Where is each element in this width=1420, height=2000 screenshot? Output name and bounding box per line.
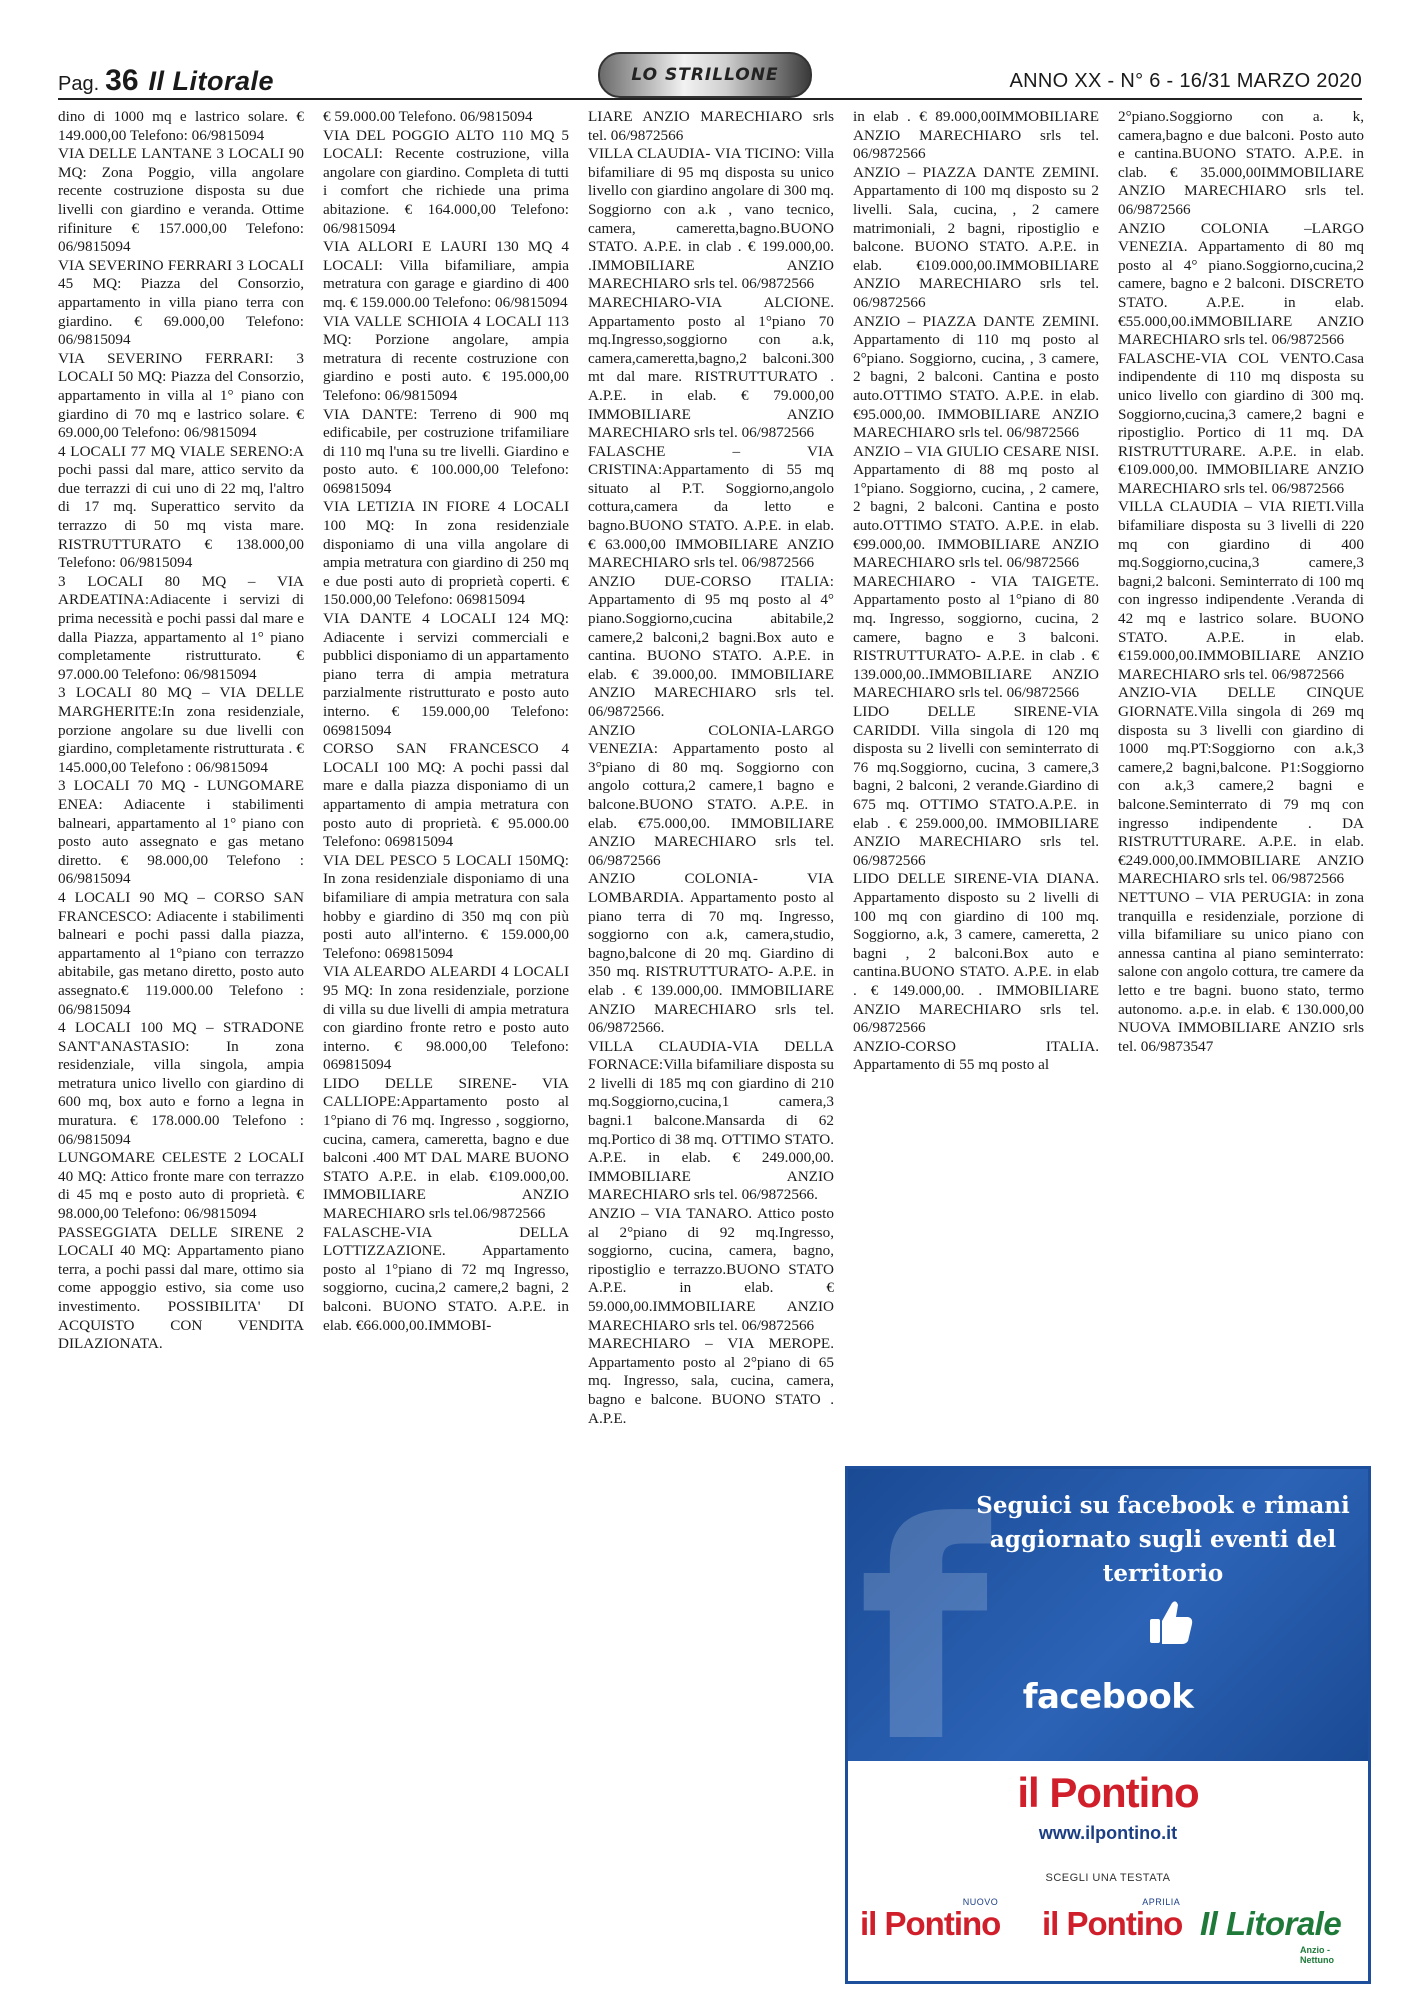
listing: 3 LOCALI 80 MQ – VIA DELLE MARGHERITE:In zona residenziale, porzione angolare su due livelli con giardino, completamente ristrutturata . € 145.000,00 Telefono : 06/9815094 xyxy=(58,684,304,776)
listing: VIA DANTE: Terreno di 900 mq edificabile, per costruzione trifamiliare di 110 mq l'una su tre livelli. Giardino e posto auto. € 100.000,00 Telefono: 069815094 xyxy=(323,405,569,497)
column-3 xyxy=(588,108,834,1978)
listing: VIA DEL POGGIO ALTO 110 MQ 5 LOCALI: Recente costruzione, villa angolare con giardino. Completa di tutti i comfort che richiede una prima abitazione. € 164.000,00 Telefono: 06/9815094 xyxy=(323,126,569,237)
listing: ANZIO DUE-CORSO ITALIA: Appartamento di 95 mq posto al 4° piano.Soggiorno,cucina abitabile,2 camere,2 balconi,2 bagni.Box auto e cantina. BUONO STATO. A.P.E. in elab. € 39.000,00. IMMOBILIARE ANZIO MARECHIARO srls tel. 06/9872566. xyxy=(588,572,834,720)
page-header xyxy=(58,58,1362,100)
publication-logos xyxy=(860,1897,1356,1965)
listing: MARECHIARO - VIA TAIGETE. Appartamento posto al 1°piano di 80 mq. Ingresso, soggiorno, cucina, 2 camere, bagno e 3 balconi. RISTRUTTURATO- A.P.E. in clab . € 139.000,00..IMMOBILIARE ANZIO MARECHIARO srls tel. 06/9872566 xyxy=(853,572,1099,702)
logo-1-text: il Pontino xyxy=(860,1905,1001,1942)
logo-3-subtitle: Anzio - Nettuno xyxy=(1300,1945,1334,1965)
logo-2-text: il Pontino xyxy=(1042,1905,1183,1942)
facebook-ad[interactable] xyxy=(845,1466,1371,1984)
page-prefix: Pag. xyxy=(58,73,100,95)
choose-publication-label: SCEGLI UNA TESTATA xyxy=(1045,1872,1171,1884)
listing: VILLA CLAUDIA – VIA RIETI.Villa bifamiliare disposta su 3 livelli di 220 mq con giardino di 400 mq.Soggiorno,cucina,3 camere,3 bagni,2 balconi. Seminterrato di 100 mq con ingresso indipendente .Veranda di 42 mq e lastrico solare. BUONO STATO. A.P.E. in elab. €159.000,00.IMMOBILIARE ANZIO MARECHIARO srls tel. 06/9872566 xyxy=(1118,498,1364,683)
column-2 xyxy=(323,108,569,1978)
listing: NETTUNO – VIA PERUGIA: in zona tranquilla e residenziale, porzione di villa bifamiliare su unico piano con annessa cantina al piano seminterrato: salone con angolo cottura, tre camere da letto e tre bagni. buono stato, termo autonomo. a.p.e. in elab. € 130.000,00 NUOVA IMMOBILIARE ANZIO srls tel. 06/9873547 xyxy=(1118,888,1364,1055)
listing: LIDO DELLE SIRENE-VIA CARIDDI. Villa singola di 120 mq disposta su 2 livelli con seminterrato di 76 mq.Soggiorno, cucina, 3 camere,3 bagni, 2 balconi, 2 verande.Giardino di 675 mq. OTTIMO STATO.A.P.E. in elab . € 259.000,00. IMMOBILIARE ANZIO MARECHIARO srls tel. 06/9872566 xyxy=(853,703,1099,869)
listing: dino di 1000 mq e lastrico solare. € 149.000,00 Telefono: 06/9815094 xyxy=(58,108,304,144)
listing: ANZIO – PIAZZA DANTE ZEMINI. Appartamento di 110 mq posto al 6°piano. Soggiorno, cucina, , 3 camere, 2 bagni, 2 balconi. Cantina e posto auto.OTTIMO STATO. A.P.E. in elab. €95.000,00. IMMOBILIARE ANZIO MARECHIARO srls tel. 06/9872566 xyxy=(853,312,1099,442)
listing: ANZIO-CORSO ITALIA. Appartamento di 55 mq posto al xyxy=(853,1037,1099,1074)
listing: VIA DANTE 4 LOCALI 124 MQ: Adiacente i servizi commerciali e pubblici disponiamo di un appartamento piano terra di ampia metratura parzialmente ristrutturato e posto auto interno. € 159.000,00 Telefono: 069815094 xyxy=(323,610,569,739)
thumbs-up-icon xyxy=(1148,1597,1194,1647)
listing: VIA DEL PESCO 5 LOCALI 150MQ: In zona residenziale disponiamo di una bifamiliare di ampia metratura con sala hobby e giardino di 350 mq con più posti auto all'interno. € 159.000,00 Telefono: 069815094 xyxy=(323,851,569,962)
il-pontino-brand: il Pontino xyxy=(1017,1769,1199,1816)
column-1 xyxy=(58,108,304,1978)
listing: VIA VALLE SCHIOIA 4 LOCALI 113 MQ: Porzione angolare, ampia metratura di recente costruzione con giardino e posti auto. € 195.000,00 Telefono: 06/9815094 xyxy=(323,312,569,404)
listing: € 59.000.00 Telefono. 06/9815094 xyxy=(323,108,533,125)
listing: ANZIO-VIA DELLE CINQUE GIORNATE.Villa singola di 269 mq disposta su 3 livelli con giardino di 1000 mq.PT:Soggiorno con a.k,3 camere,2 bagni,balcone. P1:Soggiorno con a.k,3 camere,2 bagni e balcone.Seminterrato di 79 mq con ingresso indipendente . DA RISTRUTTURARE. A.P.E. in elab. €249.000,00.IMMOBILIARE ANZIO MARECHIARO srls tel. 06/9872566 xyxy=(1118,684,1364,888)
listing: VIA ALLORI E LAURI 130 MQ 4 LOCALI: Villa bifamiliare, ampia metratura con garage e giardino di 400 mq. € 159.000.00 Telefono: 06/9815094 xyxy=(323,238,569,311)
page-number: 36 xyxy=(105,64,139,97)
logo-3-text: Il Litorale xyxy=(1200,1905,1342,1942)
listing: PASSEGGIATA DELLE SIRENE 2 LOCALI 40 MQ: Appartamento piano terra, a pochi passi dal mare, ottimo sia come appoggio estivo, sia come uso investimento. POSSIBILITA' DI ACQUISTO CON VENDITA DILAZIONATA. xyxy=(58,1223,304,1353)
listing: VIA SEVERINO FERRARI: 3 LOCALI 50 MQ: Piazza del Consorzio, appartamento in villa al 1° piano con giardino di 70 mq e lastrico solare. € 69.000,00 Telefono: 06/9815094 xyxy=(58,349,304,442)
listing: 4 LOCALI 100 MQ – STRADONE SANT'ANASTASIO: In zona residenziale, villa singola, ampia metratura unico livello con giardino di 600 mq, box auto e forno a legna in muratura. € 178.000.00 Telefono : 06/9815094 xyxy=(58,1019,304,1148)
listing: ANZIO – PIAZZA DANTE ZEMINI. Appartamento di 100 mq disposto su 2 livelli. Sala, cucina, , 2 camere matrimoniali, 2 bagni, ripostiglio e balcone. BUONO STATO. A.P.E. in elab. €109.000,00.IMMOBILIARE ANZIO MARECHIARO srls tel. 06/9872566 xyxy=(853,163,1099,311)
listing: LUNGOMARE CELESTE 2 LOCALI 40 MQ: Attico fronte mare con terrazzo di 45 mq e posto auto di proprietà. € 98.000,00 Telefono: 06/9815094 xyxy=(58,1149,304,1223)
listing: LIDO DELLE SIRENE- VIA CALLIOPE:Appartamento posto al 1°piano di 76 mq. Ingresso , soggiorno, cucina, camera, cameretta, bagno e due balconi .400 MT DAL MARE BUONO STATO A.P.E. in elab. €109.000,00. IMMOBILIARE ANZIO MARECHIARO srls tel.06/9872566 xyxy=(323,1074,569,1223)
listing: 2°piano.Soggiorno con a. k, camera,bagno e due balconi. Posto auto e cantina.BUONO STATO. A.P.E. in clab. € 35.000,00IMMOBILIARE ANZIO MARECHIARO srls tel. 06/9872566 xyxy=(1118,108,1364,218)
listing: VILLA CLAUDIA- VIA TICINO: Villa bifamiliare di 95 mq disposta su unico livello con giardino angolare di 300 mq. Soggiorno con a.k , vano tecnico, camera, cameretta,bagno.BUONO STATO. A.P.E. in clab . € 199.000,00. .IMMOBILIARE ANZIO MARECHIARO srls tel. 06/9872566 xyxy=(588,145,834,293)
listing: VIA LETIZIA IN FIORE 4 LOCALI 100 MQ: In zona residenziale disponiamo di una villa angolare di ampia metratura con giardino di 250 mq e due posti auto di proprietà coperti. € 150.000,00 Telefono: 069815094 xyxy=(323,498,569,609)
listing: VIA SEVERINO FERRARI 3 LOCALI 45 MQ: Piazza del Consorzio, appartamento in villa piano terra con giardino. € 69.000,00 Telefono: 06/9815094 xyxy=(58,256,304,349)
issue-info: ANNO XX - N° 6 - 16/31 MARZO 2020 xyxy=(1009,70,1362,92)
listing: MARECHIARO – VIA MEROPE. Appartamento posto al 2°piano di 65 mq. Ingresso, sala, cucina, camera, bagno e balcone. BUONO STATO . A.P.E. xyxy=(588,1335,834,1427)
listing: ANZIO COLONIA-LARGO VENEZIA: Appartamento posto al 3°piano di 80 mq. Soggiorno con angolo cottura,2 camere,1 bagno e balcone.BUONO STATO. A.P.E. in elab. €75.000,00. IMMOBILIARE ANZIO MARECHIARO srls tel. 06/9872566 xyxy=(588,721,834,869)
listing: CORSO SAN FRANCESCO 4 LOCALI 100 MQ: A pochi passi dal mare e dalla piazza disponiamo di un appartamento di ampia metratura con posto auto di proprietà. € 95.000.00 Telefono: 069815094 xyxy=(323,740,569,851)
listing: VIA ALEARDO ALEARDI 4 LOCALI 95 MQ: In zona residenziale, porzione di villa su due livelli di ampia metratura con giardino fronte retro e posto auto interno. € 98.000,00 Telefono: 069815094 xyxy=(323,963,569,1074)
logo-1-tag: NUOVO xyxy=(962,1897,999,1907)
listing: MARECHIARO-VIA ALCIONE. Appartamento posto al 1°piano 70 mq.Ingresso,soggiorno con a.k, camera,cameretta,bagno,2 balconi.300 mt dal mare. RISTRUTTURATO . A.P.E. in elab. € 79.000,00 IMMOBILIARE ANZIO MARECHIARO srls tel. 06/9872566 xyxy=(588,293,834,442)
page-label xyxy=(58,64,274,98)
logo-il-pontino-aprilia[interactable] xyxy=(1042,1897,1183,1943)
publication-name: Il Litorale xyxy=(148,66,275,96)
facebook-wordmark: facebook xyxy=(1022,1677,1194,1717)
listing: ANZIO COLONIA- VIA LOMBARDIA. Appartamento posto al piano terra di 70 mq. Ingresso, soggiorno con a.k, camera,studio, bagno,balcone di 20 mq. Giardino di 350 mq. RISTRUTTURATO- A.P.E. in elab . € 139.000,00. IMMOBILIARE ANZIO MARECHIARO srls tel. 06/9872566. xyxy=(588,870,834,1037)
listing: ANZIO – VIA TANARO. Attico posto al 2°piano di 92 mq.Ingresso, soggiorno, cucina, camera, bagno, ripostiglio e terrazzo.BUONO STATO A.P.E. in elab. € 59.000,00.IMMOBILIARE ANZIO MARECHIARO srls tel. 06/9872566 xyxy=(588,1205,834,1334)
logo-il-pontino-nuovo[interactable] xyxy=(860,1897,1001,1943)
listing: in elab . € 89.000,00IMMOBILIARE ANZIO MARECHIARO srls tel. 06/9872566 xyxy=(853,108,1099,163)
listing: 3 LOCALI 70 MQ - LUNGOMARE ENEA: Adiacente i stabilimenti balneari, appartamento al 1° piano con posto auto assegnato e gas metano diretto. € 98.000,00 Telefono : 06/9815094 xyxy=(58,777,304,888)
listing: ANZIO – VIA GIULIO CESARE NISI. Appartamento di 88 mq posto al 1°piano. Soggiorno, cucina, , 2 camere, 2 bagni, 2 balconi. Cantina e posto auto.OTTIMO STATO. A.P.E. in elab. €99.000,00. IMMOBILIARE ANZIO MARECHIARO srls tel. 06/9872566 xyxy=(853,442,1099,572)
logo-text: LO STRILLONE xyxy=(631,65,779,85)
listing: VIA DELLE LANTANE 3 LOCALI 90 MQ: Zona Poggio, villa angolare recente costruzione disposta su due livelli con giardino e veranda. Ottime rifiniture € 157.000,00 Telefono: 06/9815094 xyxy=(58,145,304,256)
listing: 4 LOCALI 77 MQ VIALE SERENO:A pochi passi dal mare, attico servito da due terrazzi di cui uno di 22 mq, l'altro di 17 mq. Superattico servito da terrazzo di 50 mq vista mare. RISTRUTTURATO € 138.000,00 Telefono: 06/9815094 xyxy=(58,442,304,572)
listing: VILLA CLAUDIA-VIA DELLA FORNACE:Villa bifamiliare disposta su 2 livelli di 185 mq con giardino di 210 mq.Soggiorno,cucina,1 camera,3 bagni.1 balcone.Mansarda di 62 mq.Portico di 38 mq. OTTIMO STATO. A.P.E. in elab. € 249.000,00. IMMOBILIARE ANZIO MARECHIARO srls tel. 06/9872566. xyxy=(588,1037,834,1204)
listing: FALASCHE-VIA COL VENTO.Casa indipendente di 110 mq disposta su unico livello con giardino di 300 mq. Soggiorno,cucina,3 camere,2 bagni e ripostiglio. Portico di 11 mq. DA RISTRUTTURARE. A.P.E. in elab. €109.000,00. IMMOBILIARE ANZIO MARECHIARO srls tel. 06/9872566 xyxy=(1118,349,1364,497)
listing: FALASCHE – VIA CRISTINA:Appartamento di 55 mq situato al P.T. Soggiorno,angolo cottura,camera da letto e bagno.BUONO STATO. A.P.E. in elab. € 63.000,00 IMMOBILIARE ANZIO MARECHIARO srls tel. 06/9872566 xyxy=(588,442,834,572)
ad-heading: Seguici su facebook e rimani aggiornato sugli eventi del territorio xyxy=(976,1492,1350,1587)
listing: FALASCHE-VIA DELLA LOTTIZZAZIONE. Appartamento posto al 1°piano di 72 mq Ingresso, soggiorno, cucina,2 camere,2 bagni, 2 balconi. BUONO STATO. A.P.E. in elab. €66.000,00.IMMOBI- xyxy=(323,1223,569,1334)
listing: 4 LOCALI 90 MQ – CORSO SAN FRANCESCO: Adiacente i stabilimenti balneari e pochi passi dalla piazza, appartamento al 1°piano con terrazzo abitabile, gas metano diretto, posto auto assegnato.€ 119.000.00 Telefono : 06/9815094 xyxy=(58,888,304,1018)
logo-2-tag: APRILIA xyxy=(1142,1897,1181,1907)
listing: LIDO DELLE SIRENE-VIA DIANA. Appartamento disposto su 2 livelli di 100 mq con giardino di 100 mq. Soggiorno, a.k, 3 camere, cameretta, 2 bagni , 2 balconi.Box auto e cantina.BUONO STATO. A.P.E. in elab . € 149.000,00. . IMMOBILIARE ANZIO MARECHIARO srls tel. 06/9872566 xyxy=(853,870,1099,1037)
column-5 xyxy=(1118,108,1364,1418)
ad-url[interactable]: www.ilpontino.it xyxy=(1038,1823,1178,1843)
listing: 3 LOCALI 80 MQ – VIA ARDEATINA:Adiacente i servizi di prima necessità e pochi passi dal mare e dalla Piazza, appartamento al 1° piano completamente ristrutturato. € 97.000.00 Telefono: 06/9815094 xyxy=(58,572,304,683)
facebook-f-icon: f xyxy=(858,1466,989,1808)
lo-strillone-logo xyxy=(598,52,812,98)
listing: LIARE ANZIO MARECHIARO srls tel. 06/9872566 xyxy=(588,108,834,144)
logo-il-litorale[interactable] xyxy=(1200,1905,1341,1943)
listing: ANZIO COLONIA –LARGO VENEZIA. Appartamento di 80 mq posto al 4° piano.Soggiorno,cucina,2 camere, bagno e 2 balconi. DISCRETO STATO. A.P.E. in elab. €55.000,00.iMMOBILIARE ANZIO MARECHIARO srls tel. 06/9872566 xyxy=(1118,219,1364,349)
